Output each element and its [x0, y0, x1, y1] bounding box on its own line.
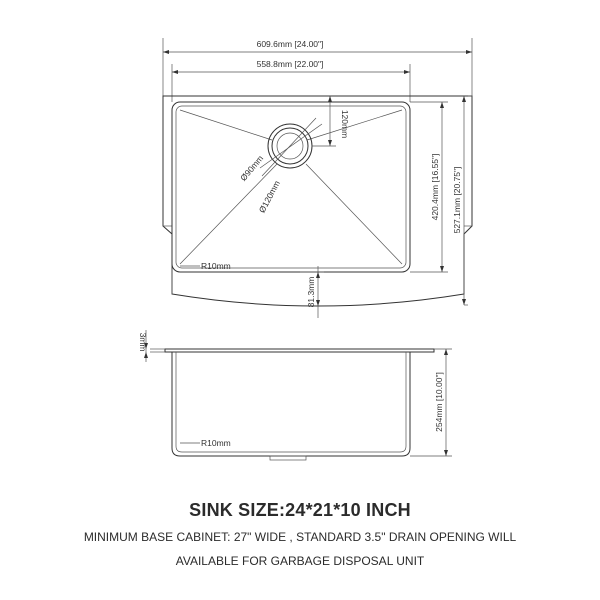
corner-radius-side-label: R10mm [201, 438, 231, 448]
overall-width-label: 609.6mm [24.00"] [256, 39, 324, 49]
inner-depth-label: 420.4mm [16.55"] [430, 153, 440, 221]
top-view [163, 38, 472, 318]
drain-inner-diameter-label: Ø90mm [238, 153, 266, 183]
apron-depth-label: 81.3mm [306, 276, 316, 308]
inner-width-label: 558.8mm [22.00"] [256, 59, 324, 69]
sink-rim [165, 349, 434, 352]
bowl-height-dimension [410, 349, 452, 456]
drain-offset-dimension [312, 96, 350, 146]
disposal-note-text: AVAILABLE FOR GARBAGE DISPOSAL UNIT [175, 554, 425, 568]
overall-depth-label: 527.1mm [20.75"] [452, 166, 462, 234]
drain-outer-diameter-label: Ø120mm [256, 178, 282, 215]
inner-depth-dimension [410, 102, 448, 272]
drain-offset-label: 120mm [340, 109, 350, 139]
cabinet-requirement-text: MINIMUM BASE CABINET: 27" WIDE , STANDARD 3.5" DRAIN OPENING WILL [83, 530, 517, 544]
sink-bowl-outline [172, 102, 410, 272]
rim-thickness-label: 3mm [138, 332, 148, 352]
sink-size-title: SINK SIZE:24*21*10 INCH [189, 500, 411, 520]
bowl-height-label: 254mm [10.00"] [434, 372, 444, 432]
apron-depth-dimension [300, 266, 324, 318]
side-view [138, 330, 452, 460]
corner-radius-top-label: R10mm [201, 261, 231, 271]
drain-outlet [260, 118, 322, 176]
overall-depth-dimension [452, 96, 472, 305]
